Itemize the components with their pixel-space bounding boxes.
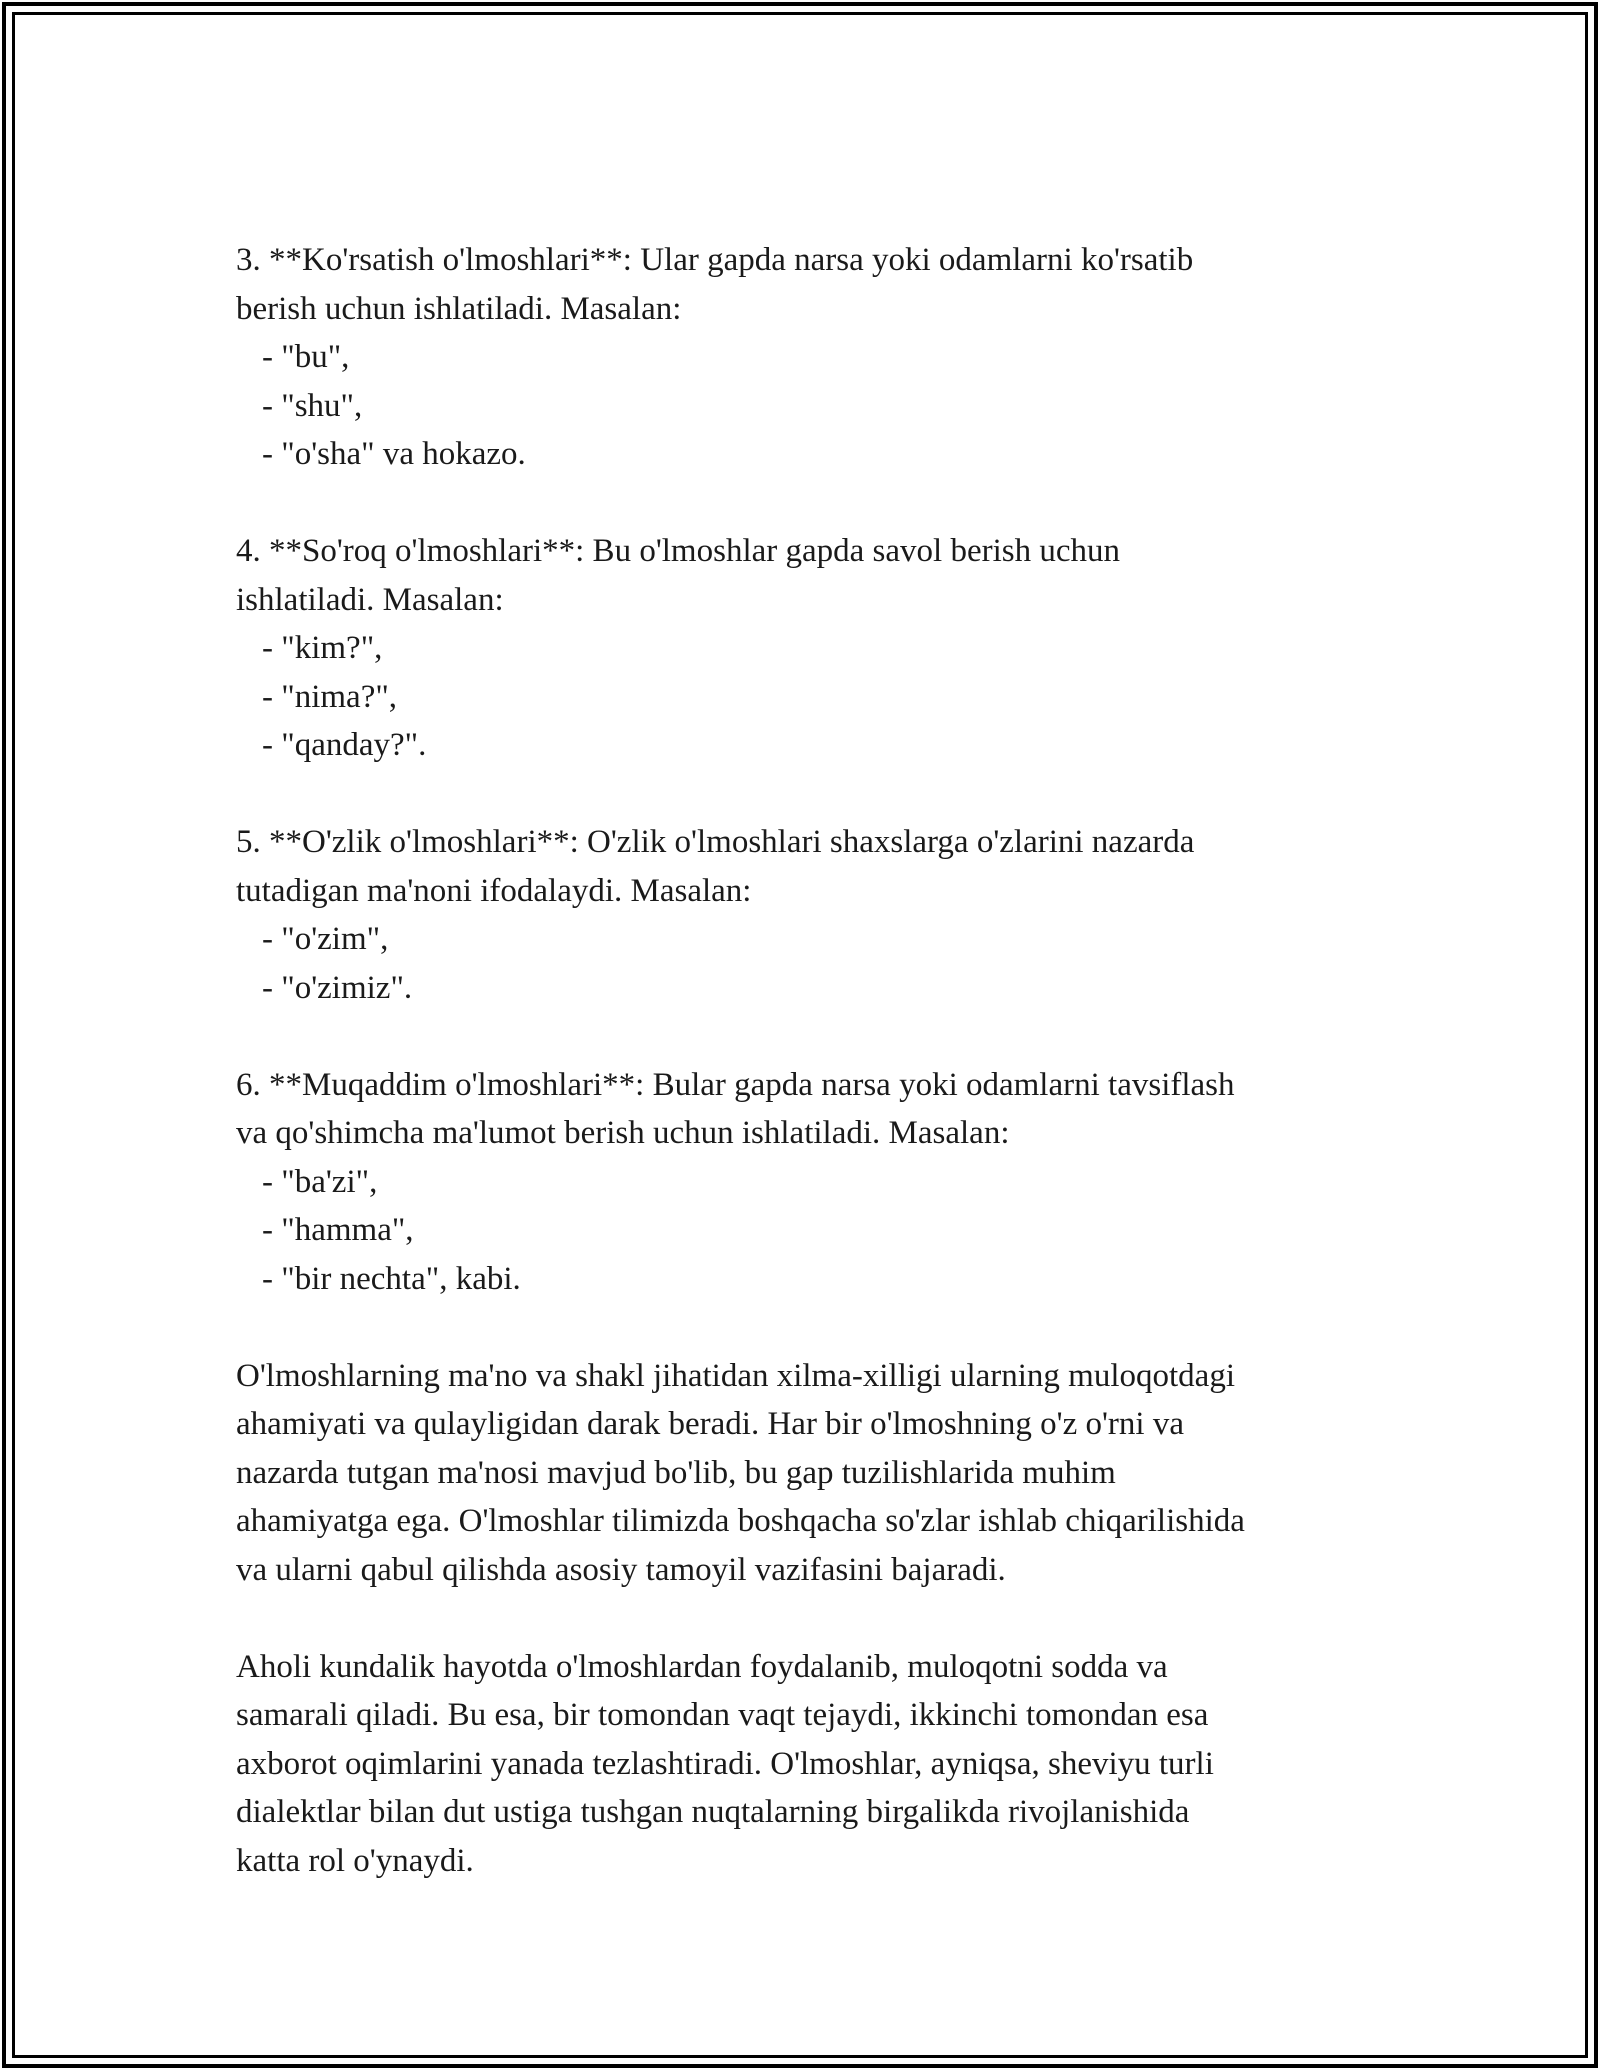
- paragraph-line: axborot oqimlarini yanada tezlashtiradi. O'lmoshlar, ayniqsa, sheviyu turli: [236, 1745, 1214, 1782]
- example-item: - "qanday?".: [262, 727, 427, 763]
- example-item: - "ba'zi",: [262, 1163, 378, 1200]
- paragraph-line: nazarda tutgan ma'nosi mavjud bo'lib, bu gap tuzilishlarida muhim: [236, 1454, 1116, 1491]
- section-muqaddim: [236, 1061, 1416, 1304]
- section-heading-line: 6. **Muqaddim o'lmoshlari**: Bular gapda narsa yoki odamlarni tavsiflash: [236, 1066, 1235, 1103]
- example-item: - "bu",: [262, 339, 350, 375]
- paragraph-line: ahamiyati va qulayligidan darak beradi. Har bir o'lmoshning o'z o'rni va: [236, 1406, 1184, 1442]
- section-heading-line: 3. **Ko'rsatish o'lmoshlari**: Ular gapda narsa yoki odamlarni ko'rsatib: [236, 242, 1194, 278]
- section-korsatish: [236, 236, 1416, 479]
- document-body: [236, 236, 1416, 1934]
- example-item: - "kim?",: [262, 630, 383, 666]
- example-item: - "shu",: [262, 387, 363, 424]
- paragraph-line: samarali qiladi. Bu esa, bir tomondan vaqt tejaydi, ikkinchi tomondan esa: [236, 1697, 1209, 1733]
- example-item: - "o'zimiz".: [262, 969, 413, 1006]
- paragraph-line: ahamiyatga ega. O'lmoshlar tilimizda boshqacha so'zlar ishlab chiqarilishida: [236, 1503, 1245, 1539]
- section-heading-line: ishlatiladi. Masalan:: [236, 581, 504, 618]
- paragraph-line: va ularni qabul qilishda asosiy tamoyil vazifasini bajaradi.: [236, 1551, 1006, 1588]
- paragraph-line: dialektlar bilan dut ustiga tushgan nuqtalarning birgalikda rivojlanishida: [236, 1794, 1190, 1830]
- paragraph-summary: [236, 1352, 1416, 1595]
- example-item: - "o'sha" va hokazo.: [262, 436, 526, 472]
- paragraph-conclusion: [236, 1643, 1416, 1886]
- section-ozlik: [236, 818, 1416, 1012]
- example-item: - "o'zim",: [262, 921, 389, 957]
- section-soroq: [236, 527, 1416, 770]
- section-heading-line: tutadigan ma'noni ifodalaydi. Masalan:: [236, 872, 752, 909]
- paragraph-line: Aholi kundalik hayotda o'lmoshlardan foydalanib, muloqotni sodda va: [236, 1648, 1168, 1685]
- paragraph-line: katta rol o'ynaydi.: [236, 1842, 474, 1879]
- example-item: - "hamma",: [262, 1212, 414, 1248]
- section-heading-line: va qo'shimcha ma'lumot berish uchun ishlatiladi. Masalan:: [236, 1115, 1010, 1151]
- section-heading-line: 4. **So'roq o'lmoshlari**: Bu o'lmoshlar gapda savol berish uchun: [236, 533, 1120, 569]
- example-item: - "bir nechta", kabi.: [262, 1260, 521, 1297]
- paragraph-line: O'lmoshlarning ma'no va shakl jihatidan xilma-xilligi ularning muloqotdagi: [236, 1357, 1235, 1394]
- section-heading-line: 5. **O'zlik o'lmoshlari**: O'zlik o'lmoshlari shaxslarga o'zlarini nazarda: [236, 824, 1195, 860]
- example-item: - "nima?",: [262, 678, 398, 715]
- section-heading-line: berish uchun ishlatiladi. Masalan:: [236, 290, 682, 327]
